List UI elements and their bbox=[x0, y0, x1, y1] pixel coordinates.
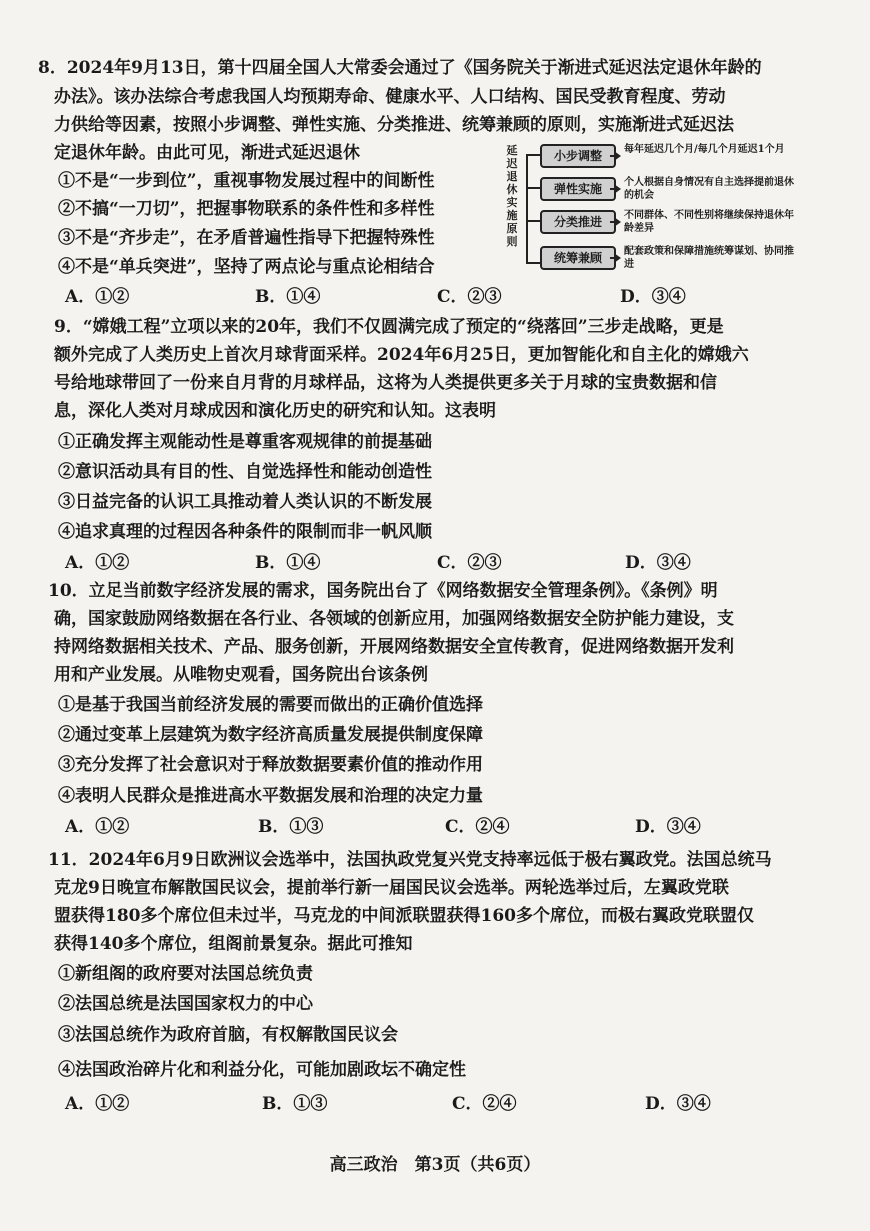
q11-option-3: ③法国总统作为政府首脑，有权解散国民议会 bbox=[58, 1025, 398, 1045]
q8-stem-line-3: 力供给等因素，按照小步调整、弹性实施、分类推进、统筹兼顾的原则，实施渐进式延迟法 bbox=[54, 115, 734, 135]
q8-choice-c: C．②③ bbox=[437, 287, 502, 307]
diagram-bracket-tick bbox=[526, 187, 540, 189]
q11-choice-d: D．③④ bbox=[645, 1094, 711, 1114]
diagram-box-4: 统筹兼顾 bbox=[540, 246, 616, 270]
q9-option-3: ③日益完备的认识工具推动着人类认识的不断发展 bbox=[58, 492, 432, 512]
q9-stem-line-4: 息，深化人类对月球成因和演化历史的研究和认知。这表明 bbox=[54, 401, 496, 421]
q10-choice-a: A．①② bbox=[65, 817, 130, 837]
arrow-right-icon bbox=[614, 217, 621, 227]
diagram-bracket-tick bbox=[526, 220, 540, 222]
q9-choice-b: B．①④ bbox=[255, 553, 321, 573]
q8-choice-b: B．①④ bbox=[255, 287, 321, 307]
q11-choice-b: B．①③ bbox=[262, 1094, 328, 1114]
q9-stem-line-1: 9．“嫦娥工程”立项以来的20年，我们不仅圆满完成了预定的“绕落回”三步走战略，更是 bbox=[54, 317, 724, 337]
retirement-principles-diagram bbox=[500, 140, 800, 280]
q9-stem-line-3: 号给地球带回了一份来自月背的月球样品，这将为人类提供更多关于月球的宝贵数据和信 bbox=[54, 373, 717, 393]
diagram-side-label: 延迟退休实施原则 bbox=[506, 144, 518, 248]
q11-stem-line-3: 盟获得180多个席位但未过半，马克龙的中间派联盟获得160多个席位，而极右翼政党联盟仅 bbox=[54, 906, 754, 926]
q10-stem-line-1: 10．立足当前数字经济发展的需求，国务院出台了《网络数据安全管理条例》。《条例》明 bbox=[48, 581, 718, 601]
q10-choice-c: C．②④ bbox=[445, 817, 510, 837]
arrow-right-icon bbox=[614, 253, 621, 263]
q10-option-2: ②通过变革上层建筑为数字经济高质量发展提供制度保障 bbox=[58, 725, 483, 745]
q11-choice-c: C．②④ bbox=[452, 1094, 517, 1114]
diagram-box-3: 分类推进 bbox=[540, 210, 616, 234]
q8-option-4: ④不是“单兵突进”，坚持了两点论与重点论相结合 bbox=[58, 257, 435, 277]
q8-option-1: ①不是“一步到位”，重视事物发展过程中的间断性 bbox=[58, 171, 435, 191]
page-footer: 高三政治 第3页（共6页） bbox=[329, 1155, 541, 1175]
q11-option-4: ④法国政治碎片化和利益分化，可能加剧政坛不确定性 bbox=[58, 1060, 466, 1080]
diagram-desc-2: 个人根据自身情况有自主选择提前退休的机会 bbox=[624, 177, 794, 201]
diagram-box-2: 弹性实施 bbox=[540, 177, 616, 201]
q11-option-1: ①新组阁的政府要对法国总统负责 bbox=[58, 964, 313, 984]
diagram-desc-3: 不同群体、不同性别将继续保持退休年龄差异 bbox=[624, 210, 794, 234]
q10-stem-line-3: 持网络数据相关技术、产品、服务创新，开展网络数据安全宣传教育，促进网络数据开发利 bbox=[54, 637, 734, 657]
q11-stem-line-1: 11．2024年6月9日欧洲议会选举中，法国执政党复兴党支持率远低于极右翼政党。法国总统马 bbox=[48, 850, 772, 870]
q8-stem-line-4: 定退休年龄。由此可见，渐进式延迟退休 bbox=[54, 143, 360, 163]
q9-choice-c: C．②③ bbox=[437, 553, 502, 573]
q9-option-4: ④追求真理的过程因各种条件的限制而非一帆风顺 bbox=[58, 522, 432, 542]
diagram-box-1: 小步调整 bbox=[540, 144, 616, 168]
diagram-desc-1: 每年延迟几个月/每几个月延迟1个月 bbox=[624, 144, 785, 155]
q9-stem-line-2: 额外完成了人类历史上首次月球背面采样。2024年6月25日，更加智能化和自主化的嫦娥六 bbox=[54, 345, 749, 365]
q9-option-1: ①正确发挥主观能动性是尊重客观规律的前提基础 bbox=[58, 432, 432, 452]
q10-option-4: ④表明人民群众是推进高水平数据发展和治理的决定力量 bbox=[58, 786, 483, 806]
q11-stem-line-4: 获得140多个席位，组阁前景复杂。据此可推知 bbox=[54, 934, 413, 954]
q8-option-3: ③不是“齐步走”，在矛盾普遍性指导下把握特殊性 bbox=[58, 228, 435, 248]
q8-option-2: ②不搞“一刀切”，把握事物联系的条件性和多样性 bbox=[58, 199, 435, 219]
q9-choice-d: D．③④ bbox=[625, 553, 691, 573]
q9-option-2: ②意识活动具有目的性、自觉选择性和能动创造性 bbox=[58, 462, 432, 482]
arrow-right-icon bbox=[614, 151, 621, 161]
q8-choice-d: D．③④ bbox=[620, 287, 686, 307]
q10-stem-line-4: 用和产业发展。从唯物史观看，国务院出台该条例 bbox=[54, 665, 428, 685]
q11-choice-a: A．①② bbox=[65, 1094, 130, 1114]
q10-choice-b: B．①③ bbox=[258, 817, 324, 837]
q10-stem-line-2: 确，国家鼓励网络数据在各行业、各领域的创新应用，加强网络数据安全防护能力建设，支 bbox=[54, 609, 734, 629]
q10-option-3: ③充分发挥了社会意识对于释放数据要素价值的推动作用 bbox=[58, 755, 483, 775]
q11-option-2: ②法国总统是法国国家权力的中心 bbox=[58, 994, 313, 1014]
q10-choice-d: D．③④ bbox=[635, 817, 701, 837]
q11-stem-line-2: 克龙9日晚宣布解散国民议会，提前举行新一届国民议会选举。两轮选举过后，左翼政党联 bbox=[54, 878, 729, 898]
q8-choice-a: A．①② bbox=[65, 287, 130, 307]
diagram-desc-4: 配套政策和保障措施统筹谋划、协同推进 bbox=[624, 246, 794, 270]
q10-option-1: ①是基于我国当前经济发展的需要而做出的正确价值选择 bbox=[58, 695, 483, 715]
q9-choice-a: A．①② bbox=[65, 553, 130, 573]
q8-stem-line-2: 办法》。该办法综合考虑我国人均预期寿命、健康水平、人口结构、国民受教育程度、劳动 bbox=[54, 87, 726, 107]
q8-stem-line-1: 8．2024年9月13日，第十四届全国人大常委会通过了《国务院关于渐进式延迟法定退休年龄的 bbox=[38, 58, 762, 78]
arrow-right-icon bbox=[614, 184, 621, 194]
